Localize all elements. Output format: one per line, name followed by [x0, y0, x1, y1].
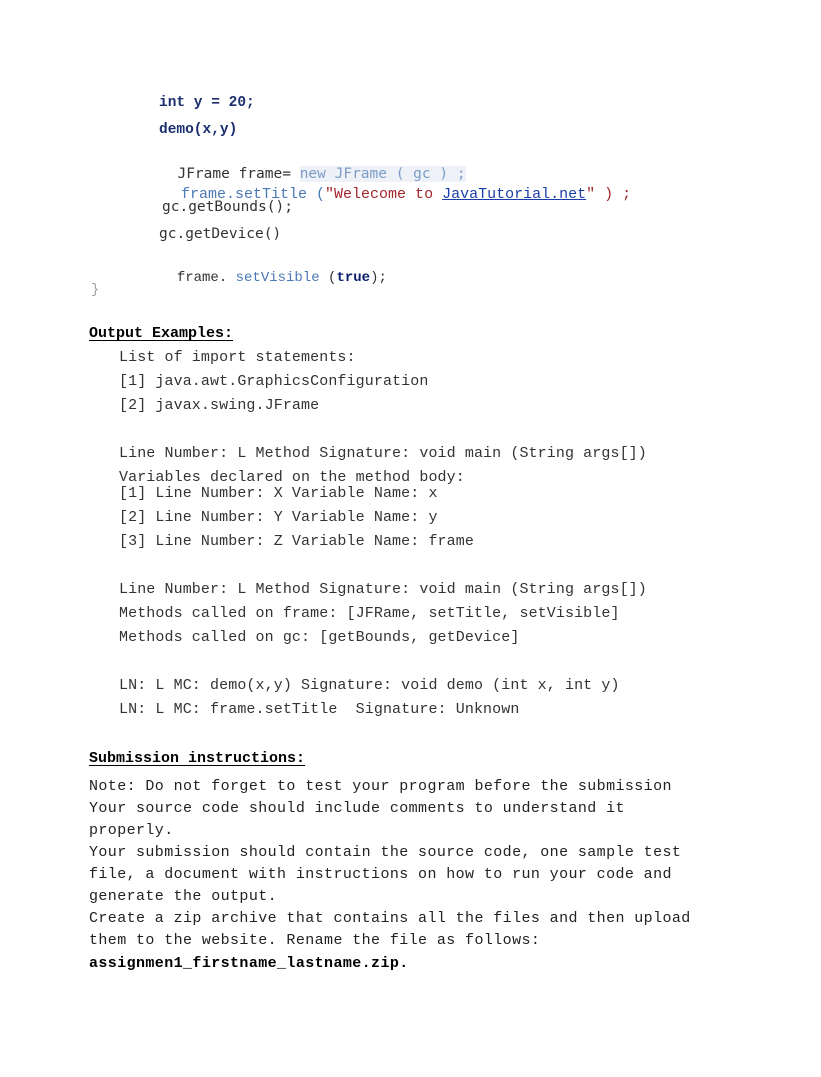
output-line-5: Variables declared on the method body:: [119, 469, 465, 486]
output-line-13: LN: L MC: frame.setTitle Signature: Unknown: [119, 701, 520, 718]
code-line-getdevice: gc.getDevice(): [159, 226, 282, 242]
code-line-setvisible: [160, 254, 387, 286]
output-line-7: [2] Line Number: Y Variable Name: y: [119, 509, 438, 526]
code-settitle-link[interactable]: JavaTutorial.net: [442, 186, 587, 203]
code-setvisible-method: setVisible: [235, 270, 320, 286]
output-line-8: [3] Line Number: Z Variable Name: frame: [119, 533, 474, 550]
code-setvisible-close: );: [370, 270, 387, 286]
output-line-11: Methods called on gc: [getBounds, getDevice]: [119, 629, 520, 646]
submission-heading: Submission instructions:: [89, 750, 306, 767]
code-jframe-new: new JFrame ( gc ) ;: [299, 166, 466, 182]
submission-line-2: Your source code should include comments to understand it: [89, 800, 625, 817]
code-line-int: int y = 20;: [159, 95, 255, 111]
output-line-3: [2] javax.swing.JFrame: [119, 397, 320, 414]
output-line-12: LN: L MC: demo(x,y) Signature: void demo (int x, int y): [119, 677, 620, 694]
output-line-1: List of import statements:: [119, 349, 356, 366]
submission-line-1: Note: Do not forget to test your program before the submission: [89, 778, 672, 795]
submission-line-6: generate the output.: [89, 888, 278, 905]
submission-line-3: properly.: [89, 822, 174, 839]
code-jframe-decl: JFrame frame=: [177, 166, 300, 182]
code-setvisible-obj: frame.: [176, 270, 236, 286]
output-line-4: Line Number: L Method Signature: void main (String args[]): [119, 445, 647, 462]
submission-line-7: Create a zip archive that contains all the files and then upload: [89, 910, 691, 927]
code-settitle-end: " ) ;: [586, 186, 632, 203]
output-examples-heading: Output Examples:: [89, 325, 234, 342]
code-settitle-call: frame.setTitle (: [181, 186, 326, 203]
output-line-9: Line Number: L Method Signature: void main (String args[]): [119, 581, 647, 598]
code-line-getbounds: gc.getBounds();: [162, 199, 293, 215]
code-setvisible-open: (: [319, 270, 337, 286]
code-closing-brace: }: [91, 282, 100, 298]
submission-filename: assignmen1_firstname_lastname.zip.: [89, 955, 409, 972]
output-line-10: Methods called on frame: [JFRame, setTitle, setVisible]: [119, 605, 620, 622]
code-line-settitle: [163, 169, 631, 203]
code-line-demo: demo(x,y): [159, 122, 238, 138]
submission-line-8: them to the website. Rename the file as follows:: [89, 932, 541, 949]
code-settitle-string: "Welecome to: [325, 186, 443, 203]
output-line-6: [1] Line Number: X Variable Name: x: [119, 485, 438, 502]
submission-line-4: Your submission should contain the source code, one sample test: [89, 844, 682, 861]
submission-line-5: file, a document with instructions on how to run your code and: [89, 866, 672, 883]
output-line-2: [1] java.awt.GraphicsConfiguration: [119, 373, 429, 390]
code-setvisible-true: true: [336, 270, 371, 286]
